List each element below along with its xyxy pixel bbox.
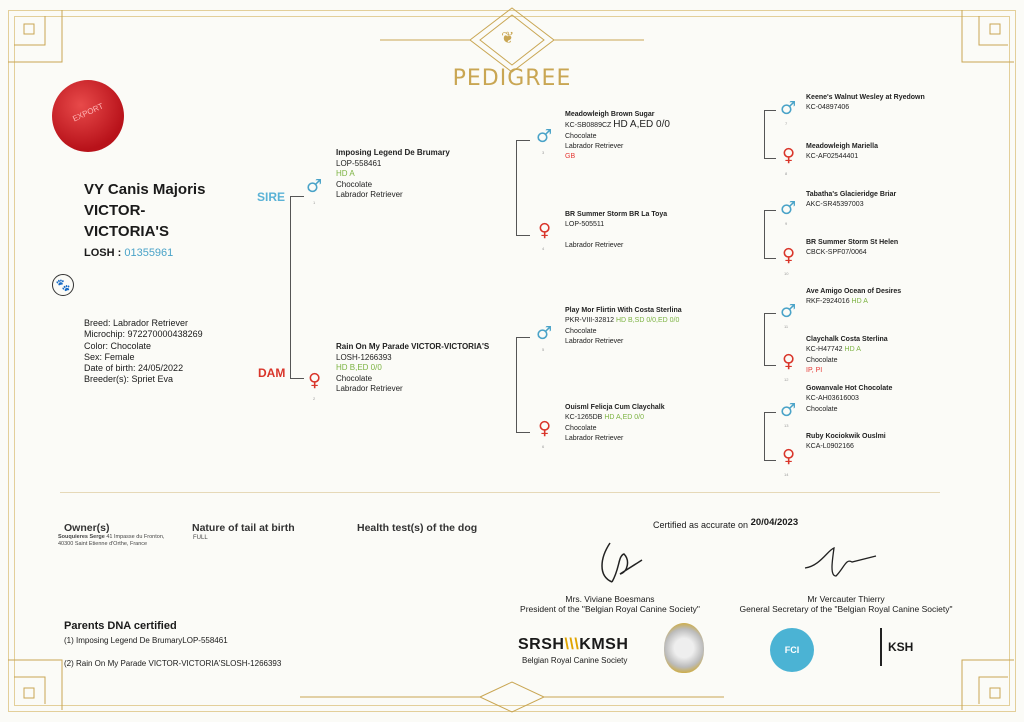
male-icon: ♂ (780, 301, 797, 322)
tree-line (516, 432, 530, 433)
female-icon: ♀ (782, 145, 796, 166)
breed: Labrador Retriever (565, 337, 624, 345)
dog-name-line1: VY Canis Majoris (84, 181, 206, 198)
dog-name: Ruby Kociokwik Ouslmi (806, 433, 886, 440)
fci-logo (770, 628, 814, 672)
position-number: 7 (785, 121, 788, 126)
sex-line: Sex: Female (84, 351, 135, 362)
tree-line (764, 460, 776, 461)
registration-line (565, 413, 665, 423)
great-grandparent-entry (806, 190, 896, 211)
losh-label: LOSH : (84, 247, 122, 259)
dog-details (84, 318, 203, 386)
tree-line (764, 210, 776, 211)
great-grandparent-entry (806, 335, 888, 376)
dog-name-line2: VICTOR- (84, 202, 146, 219)
registration: LOSH-1266393 (336, 352, 392, 362)
ksh-text: KSH (888, 640, 914, 654)
srsh-kmsh-logo (518, 636, 628, 654)
fci-text: FCI (784, 645, 800, 655)
position-number: 13 (784, 423, 789, 428)
sire-label: SIRE (257, 190, 286, 204)
paw-emblem-icon: ❦ (501, 30, 515, 47)
tree-line (764, 412, 765, 460)
tail-label: Nature of tail at birth (192, 522, 295, 534)
tree-line (764, 110, 765, 158)
logo-subtitle: Belgian Royal Canine Society (522, 656, 628, 665)
registration: LOP-505511 (565, 221, 605, 229)
registration: RKF-2924016 (806, 298, 850, 306)
losh-value: 01355961 (124, 247, 174, 259)
registration-line (565, 316, 682, 326)
paw-icon: 🐾 (52, 274, 74, 296)
coat-color: Chocolate (565, 327, 597, 335)
registration-line (806, 297, 901, 307)
dog-name: BR Summer Storm BR La Toya (565, 211, 668, 218)
dog-name: Meadowleigh Brown Sugar (565, 111, 655, 118)
sire-entry (336, 148, 450, 201)
health-result: HD A (844, 346, 861, 354)
grandparent-entry (565, 403, 665, 444)
owners-label: Owner(s) (64, 522, 110, 534)
logo-flag-icon: \\\ (564, 636, 580, 653)
position-number: 5 (542, 347, 545, 352)
tree-line (764, 158, 776, 159)
position-number: 6 (542, 444, 545, 449)
breed: Labrador Retriever (565, 241, 624, 249)
grandparent-entry (565, 306, 682, 347)
position-number: 3 (542, 150, 545, 155)
position-number: 10 (784, 271, 789, 276)
female-icon: ♀ (782, 245, 796, 266)
dog-name: BR Summer Storm St Helen (806, 239, 899, 246)
position-number: 9 (785, 221, 788, 226)
tree-line (290, 196, 304, 197)
page-title: PEDIGREE (452, 66, 572, 91)
tree-line (516, 140, 530, 141)
health-result: HD B,ED 0/0 (336, 363, 382, 372)
breed: Labrador Retriever (565, 142, 624, 150)
great-grandparent-entry (806, 432, 886, 453)
owner-address: 41 Impasse du Fronton, (106, 534, 165, 540)
dog-name: Claychalk Costa Sterlina (806, 336, 888, 343)
registration: CBCK-SPF07/0064 (806, 249, 867, 257)
registration: PKR-VIII-32812 (565, 317, 615, 325)
dog-name: Ave Amigo Ocean of Desires (806, 288, 902, 295)
tree-line (516, 337, 530, 338)
divider (60, 492, 940, 493)
dog-name: Meadowleigh Mariella (806, 143, 878, 150)
tree-line (764, 258, 776, 259)
logo-srsh: SRSH (518, 636, 565, 653)
breed: Labrador Retriever (336, 384, 403, 393)
president-name: Mrs. Viviane Boesmans (565, 594, 655, 604)
registration: KC-H47742 (806, 346, 843, 354)
coat-color: Chocolate (565, 132, 597, 140)
female-icon: ♀ (538, 418, 552, 439)
owner-name: Souquieres Serge (58, 534, 105, 540)
female-icon: ♀ (538, 220, 552, 241)
tail-value: FULL (193, 535, 208, 541)
president-signature (590, 538, 650, 588)
dna-line-1: (1) Imposing Legend De BrumaryLOP-558461 (64, 636, 228, 645)
dna-block (64, 620, 281, 668)
great-grandparent-entry (806, 384, 892, 415)
great-grandparent-entry (806, 93, 925, 114)
secretary-block (722, 594, 970, 614)
registration: KC-04897406 (806, 104, 850, 112)
color-line: Color: Chocolate (84, 340, 152, 351)
registration: KC-AF02544401 (806, 153, 859, 161)
owners-value (58, 534, 164, 548)
tree-line (764, 365, 776, 366)
microchip-line: Microchip: 972270000438269 (84, 329, 203, 340)
dam-label: DAM (258, 366, 286, 380)
dog-name: Rain On My Parade VICTOR-VICTORIA'S (336, 342, 490, 351)
position-number: 8 (785, 171, 788, 176)
logo-kmsh: KMSH (579, 636, 629, 653)
male-icon: ♂ (780, 198, 797, 219)
great-grandparent-entry (806, 142, 878, 163)
tree-line (764, 313, 776, 314)
dog-name-line3: VICTORIA'S (84, 223, 169, 240)
registration: KC-1265DB (565, 414, 603, 422)
registration: KC-AH03616003 (806, 395, 859, 403)
health-result: HD A (851, 298, 868, 306)
male-icon: ♂ (780, 400, 797, 421)
wax-seal-text: EXPORT (71, 101, 105, 124)
secretary-title: General Secretary of the "Belgian Royal Canine Society" (739, 604, 953, 614)
extra-info: IP, PI (806, 366, 823, 374)
breed: Labrador Retriever (336, 190, 403, 199)
dog-name: Gowanvale Hot Chocolate (806, 385, 893, 392)
dog-name: Imposing Legend De Brumary (336, 148, 450, 157)
tree-line (764, 412, 776, 413)
position-number: 2 (313, 396, 316, 401)
coat-color: Chocolate (336, 373, 373, 383)
position-number: 4 (542, 246, 545, 251)
grandparent-entry (565, 110, 670, 162)
tree-line (516, 337, 517, 432)
tree-line (764, 313, 765, 365)
ksh-logo (880, 628, 913, 666)
health-result: HD B,SD 0/0,ED 0/0 (615, 317, 680, 325)
male-icon: ♂ (780, 98, 797, 119)
registration-line (565, 120, 670, 131)
dog-name: Tabatha's Glacieridge Briar (806, 191, 897, 198)
male-icon: ♂ (536, 126, 553, 147)
certified-date: 20/04/2023 (750, 517, 799, 528)
male-icon: ♂ (536, 323, 553, 344)
coat-color: Chocolate (806, 405, 838, 413)
female-icon: ♀ (782, 446, 796, 467)
great-grandparent-entry (806, 238, 898, 259)
certified-label: Certified as accurate on (653, 520, 749, 530)
dog-name: Play Mor Flirtin With Costa Sterlina (565, 307, 682, 314)
registration: KCA-L0902166 (806, 443, 854, 451)
female-icon: ♀ (308, 370, 322, 391)
tree-line (516, 235, 530, 236)
tree-line (290, 378, 304, 379)
position-number: 12 (784, 377, 789, 382)
dog-name: Ouisml Felicja Cum Claychalk (565, 404, 665, 411)
registration-line (806, 345, 888, 355)
breeder-line: Breeder(s): Spriet Eva (84, 374, 174, 385)
health-result: HD A,ED 0/0 (604, 414, 644, 422)
position-number: 1 (313, 200, 316, 205)
secretary-name: Mr Vercauter Thierry (807, 594, 885, 604)
secretary-signature (800, 538, 880, 583)
breed: Labrador Retriever (565, 434, 624, 442)
losh-number (84, 247, 173, 259)
tree-line (516, 140, 517, 235)
coat-color: Chocolate (336, 179, 373, 189)
grandparent-entry (565, 210, 667, 251)
breed-line: Breed: Labrador Retriever (84, 318, 189, 328)
dna-line-2: (2) Rain On My Parade VICTOR-VICTORIA'SLOSH-1266393 (64, 659, 282, 668)
female-icon: ♀ (782, 351, 796, 372)
tree-line (764, 210, 765, 258)
dob-line: Date of birth: 24/05/2022 (84, 363, 184, 374)
tree-line (764, 110, 776, 111)
dog-name (84, 179, 234, 242)
owner-address2: 40300 Saint Etienne d'Orthe, France (58, 541, 148, 547)
country: GB (565, 153, 576, 161)
dam-entry (336, 342, 489, 395)
president-title: President of the "Belgian Royal Canine Society" (520, 604, 700, 614)
certified-line (653, 517, 798, 530)
coat-color: Chocolate (565, 424, 597, 432)
registration: AKC-SR45397003 (806, 201, 864, 209)
tree-line (290, 196, 291, 378)
position-number: 11 (784, 324, 789, 329)
coat-color: Chocolate (806, 356, 838, 364)
dog-crest-icon (664, 623, 704, 673)
male-icon: ♂ (306, 176, 323, 197)
health-tests-label: Health test(s) of the dog (357, 522, 478, 534)
great-grandparent-entry (806, 287, 901, 308)
health-result: HD A (336, 169, 355, 178)
registration: KC-SB0889CZ (565, 122, 612, 130)
dog-name: Keene's Walnut Wesley at Ryedown (806, 94, 925, 101)
president-block (505, 594, 715, 614)
health-result: HD A,ED 0/0 (613, 119, 670, 131)
dna-title: Parents DNA certified (64, 620, 177, 632)
position-number: 14 (784, 472, 789, 477)
registration: LOP-558461 (336, 158, 382, 168)
